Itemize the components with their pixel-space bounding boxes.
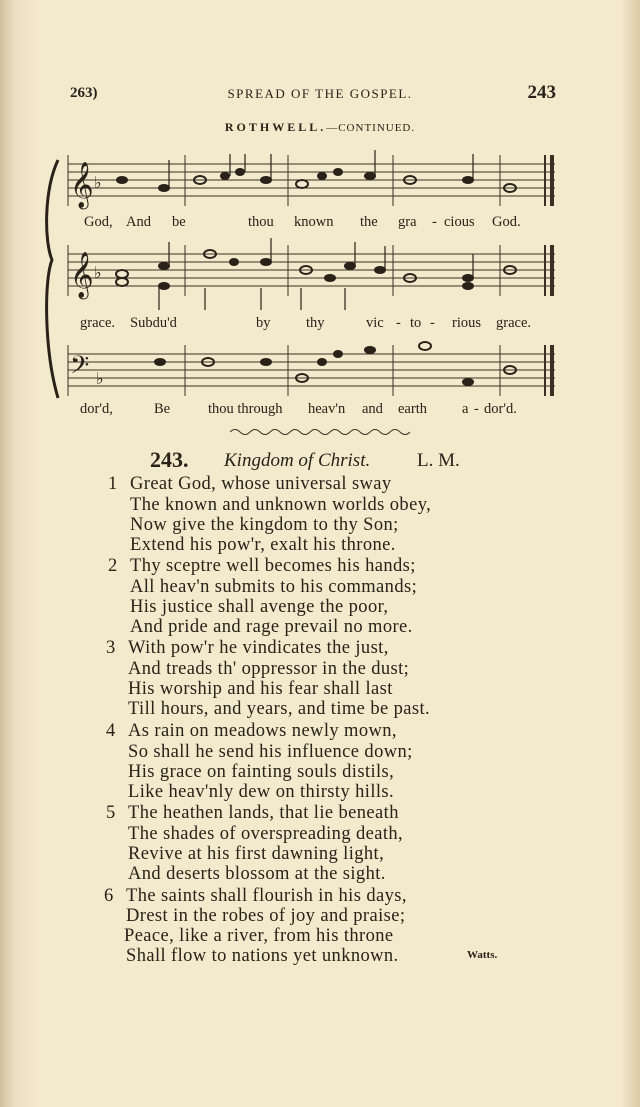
verse-number: 1 <box>108 474 118 494</box>
staff-system-1 <box>68 155 555 206</box>
ornamental-rule <box>230 427 410 437</box>
lyric-word: thy <box>306 315 325 331</box>
lyric-word: Subdu'd <box>130 315 177 331</box>
flat-icon: ♭ <box>94 175 102 192</box>
verse-line: And pride and rage prevail no more. <box>130 617 413 637</box>
hymn-heading <box>0 447 640 475</box>
lyric-word: God. <box>492 214 521 230</box>
page-number: 243 <box>527 82 556 103</box>
verse-line: The heathen lands, that lie beneath <box>128 803 399 823</box>
verse-line: All heav'n submits to his commands; <box>130 577 418 597</box>
lyric-word: dor'd, <box>80 401 113 417</box>
lyric-word: cious <box>444 214 475 230</box>
hymn-title: Kingdom of Christ. <box>224 450 371 471</box>
author-attribution: Watts. <box>467 949 498 961</box>
lyric-word: known <box>294 214 334 230</box>
lyric-word: earth <box>398 401 427 417</box>
flat-icon: ♭ <box>94 265 102 282</box>
lyric-word: God, <box>84 214 113 230</box>
verse-line: And deserts blossom at the sight. <box>128 864 386 884</box>
verse-line: Shall flow to nations yet unknown. <box>126 946 399 966</box>
tune-name: ROTHWELL. <box>224 120 327 134</box>
system-brace <box>47 160 58 398</box>
lyric-word: - <box>396 315 401 331</box>
lyric-word: and <box>362 401 383 417</box>
verse-line: Extend his pow'r, exalt his throne. <box>130 535 396 555</box>
staff-system-3 <box>68 345 555 396</box>
verse-line: Revive at his first dawning light, <box>128 844 385 864</box>
lyric-word: the <box>360 214 378 230</box>
lyric-word: And <box>126 214 151 230</box>
verse-line: His worship and his fear shall last <box>128 679 393 699</box>
lyric-word: thou <box>248 214 274 230</box>
lyric-word: grace. <box>496 315 532 331</box>
lyric-word: - <box>474 401 479 417</box>
verse-line: Great God, whose universal sway <box>130 474 392 494</box>
verse-line: The shades of overspreading death, <box>128 824 404 844</box>
verse-line: Drest in the robes of joy and praise; <box>126 906 406 926</box>
note-stems-2 <box>159 238 473 310</box>
verse-line: Thy sceptre well becomes his hands; <box>130 556 416 576</box>
running-title: SPREAD OF THE GOSPEL. <box>227 86 413 101</box>
verse-line: His justice shall avenge the poor, <box>130 597 389 617</box>
verse-line: His grace on fainting souls distils, <box>128 762 395 782</box>
verse-number: 5 <box>106 803 116 823</box>
lyric-word: thou through <box>208 401 283 417</box>
verse-line: The known and unknown worlds obey, <box>130 495 432 515</box>
lyric-word: heav'n <box>308 401 346 417</box>
verse-line: Like heav'nly dew on thirsty hills. <box>128 782 395 802</box>
music-score <box>40 150 560 410</box>
treble-clef-icon: 𝄞 <box>70 252 94 298</box>
lyric-word: by <box>256 315 271 331</box>
treble-clef-icon: 𝄞 <box>70 162 94 208</box>
tune-title <box>0 120 640 135</box>
lyric-word: - <box>430 315 435 331</box>
lyric-word: Be <box>154 401 171 417</box>
lyric-word: gra <box>398 214 417 230</box>
verse-line: Peace, like a river, from his throne <box>124 926 394 946</box>
notes-system-3 <box>154 342 516 386</box>
lyric-word: - <box>432 214 437 230</box>
note-stems-1 <box>169 150 473 188</box>
verse-line: As rain on meadows newly mown, <box>128 721 397 741</box>
verse-number: 3 <box>106 638 116 658</box>
lyric-word: rious <box>452 315 481 331</box>
lyric-word: be <box>172 214 186 230</box>
verse-number: 4 <box>106 721 116 741</box>
hymn-number: 243. <box>150 447 189 472</box>
verse-line: The saints shall flourish in his days, <box>126 886 407 906</box>
verse-line: With pow'r he vindicates the just, <box>128 638 389 658</box>
flat-icon: ♭ <box>96 371 104 388</box>
tune-continued: —CONTINUED. <box>326 122 416 134</box>
page-reference-left: 263) <box>70 85 98 101</box>
lyric-word: dor'd. <box>484 401 517 417</box>
hymn-meter: L. M. <box>417 450 460 471</box>
bass-clef-icon: 𝄢 <box>70 351 90 386</box>
verse-line: Till hours, and years, and time be past. <box>128 699 431 719</box>
verse-line: Now give the kingdom to thy Son; <box>130 515 399 535</box>
verse-number: 6 <box>104 886 114 906</box>
lyric-word: to <box>410 315 422 331</box>
verse-line: So shall he send his influence down; <box>128 742 413 762</box>
running-header <box>0 82 640 106</box>
lyric-word: a <box>462 401 469 417</box>
lyric-word: vic <box>366 315 384 331</box>
verse-number: 2 <box>108 556 118 576</box>
verse-line: And treads th' oppressor in the dust; <box>128 659 410 679</box>
lyric-word: grace. <box>80 315 116 331</box>
